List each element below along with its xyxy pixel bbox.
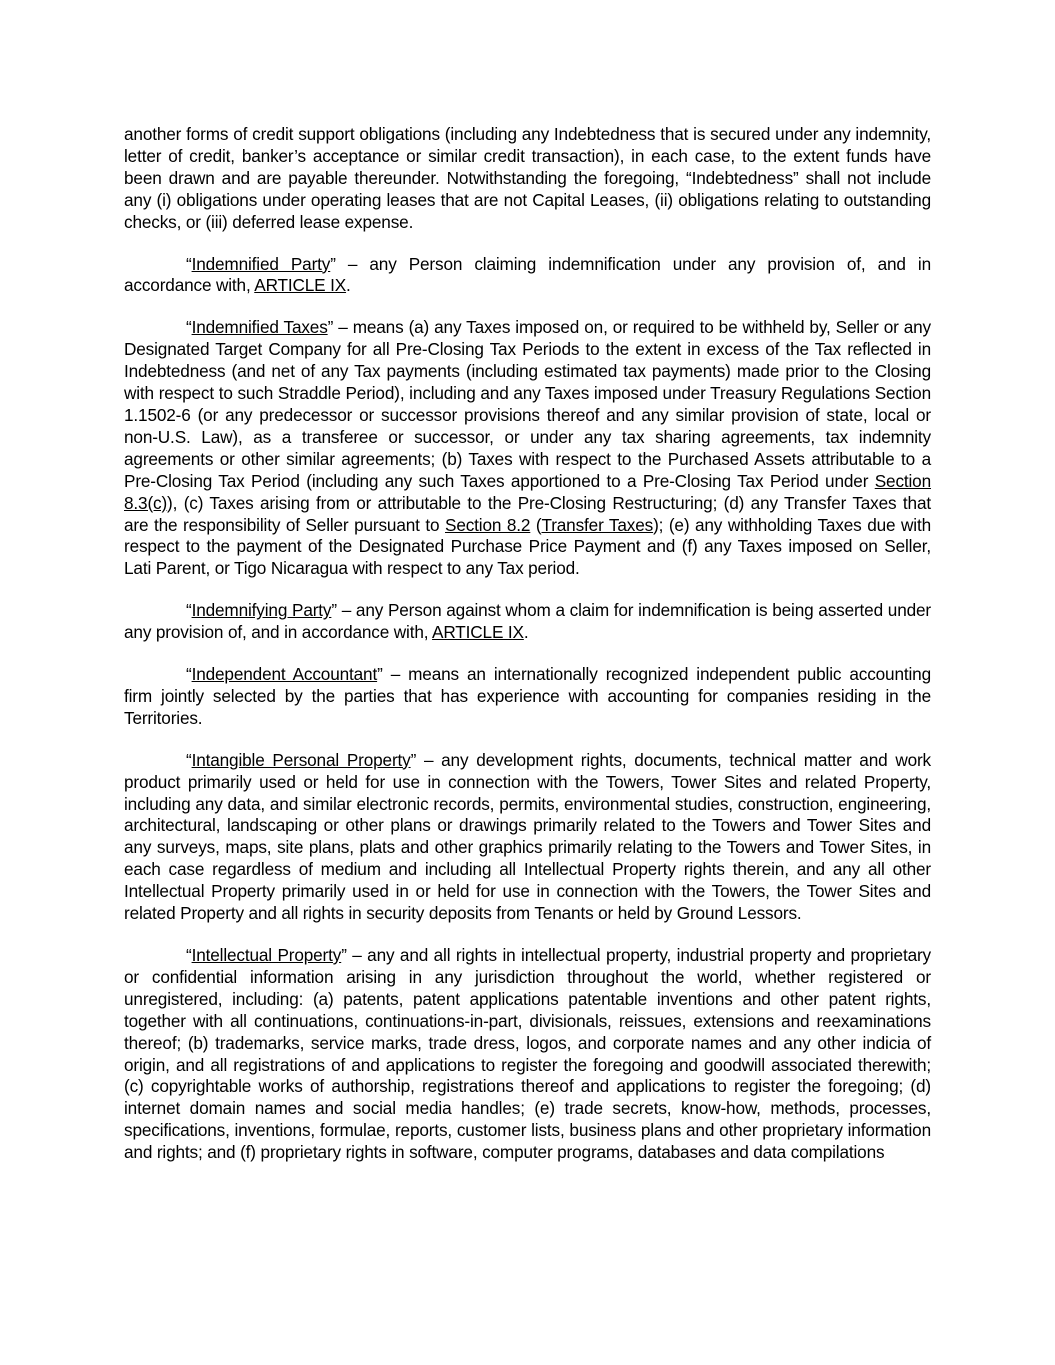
text-segment: ), (c) Taxes arising from or attributable to the Pre-Closing Restructuring; (d) any Transfer Taxes that are the responsibility of Seller pursuant to — [124, 492, 931, 535]
paragraph-indemnifying-party — [124, 600, 931, 644]
text-segment: “ — [186, 664, 192, 685]
text-segment: ” – any Person against whom a claim for indemnification is being asserted under any provision of, and in accordance with, — [124, 600, 931, 643]
text-segment: “ — [186, 253, 192, 274]
paragraph-independent-accountant — [124, 664, 931, 730]
text-segment: “ — [186, 600, 192, 621]
cross-reference-section-8-2[interactable]: Section 8.2 — [445, 514, 531, 535]
cross-reference-article-ix[interactable]: ARTICLE IX — [432, 622, 524, 643]
paragraph-intellectual-property — [124, 945, 931, 1164]
text-segment: ( — [530, 514, 542, 535]
defined-term-intangible-personal-property: Intangible Personal Property — [191, 749, 411, 770]
text-segment: ” – any and all rights in intellectual property, industrial property and proprietary or confidential information arising in any jurisdiction throughout the world, whether registered or unregistered, including: (a) patents, patent applications patentable inventions and other patent rights, together with all continuations, continuations-in-part, divisionals, reissues, extensions and reexaminations thereof; (b) trademarks, service marks, trade dress, logos, and corporate names and any other indicia of origin, and all registrations of and applications to register the foregoing and goodwill associated therewith; (c) copyrightable works of authorship, registrations thereof and applications to register the foregoing; (d) internet domain names and social media handles; (e) trade secrets, know-how, methods, processes, specifications, inventions, formulae, reports, customer lists, business plans and other proprietary information and rights; and (f) proprietary rights in software, computer programs, databases and data compilations — [124, 945, 931, 1163]
cross-reference-transfer-taxes[interactable]: Transfer Taxes — [541, 514, 654, 535]
paragraph-intangible-personal-property — [124, 750, 931, 925]
paragraph-indemnified-taxes — [124, 317, 931, 580]
defined-term-indemnifying-party: Indemnifying Party — [191, 600, 332, 621]
cross-reference-article-ix[interactable]: ARTICLE IX — [254, 275, 347, 296]
paragraph-indebtedness-continued — [124, 124, 931, 234]
defined-term-indemnified-taxes: Indemnified Taxes — [191, 317, 328, 338]
cross-reference-section-8-3-c[interactable]: Section 8.3(c) — [124, 470, 931, 513]
text-segment: “ — [186, 749, 192, 770]
text-segment: ); (e) any withholding Taxes due with respect to the payment of the Designated Purchase Price Payment and (f) any Taxes imposed on Seller, Lati Parent, or Tigo Nicaragua with respect to any Tax period. — [124, 514, 931, 579]
text-segment: “ — [186, 945, 192, 965]
defined-term-independent-accountant: Independent Accountant — [191, 664, 378, 685]
paragraph-indemnified-party — [124, 254, 931, 298]
defined-term-intellectual-property: Intellectual Property — [191, 945, 342, 965]
defined-term-indemnified-party: Indemnified Party — [191, 253, 331, 274]
text-segment: . — [346, 275, 351, 296]
text-segment: ” – any Person claiming indemnification under any provision of, and in accordance with, — [124, 253, 931, 296]
text-segment: another forms of credit support obligations (including any Indebtedness that is secured under any indemnity, letter of credit, banker’s acceptance or similar credit transaction), in each case, to the extent funds have been drawn and are payable thereunder. Notwithstanding the foregoing, “Indebtedness” shall not include any (i) obligations under operating leases that are not Capital Leases, (ii) obligations relating to outstanding checks, or (iii) deferred lease expense. — [124, 124, 931, 232]
text-segment: . — [523, 622, 529, 643]
document-body — [124, 124, 931, 1184]
text-segment: ” – means an internationally recognized independent public accounting firm jointly selected by the parties that has experience with accounting for companies residing in the Territories. — [124, 664, 931, 728]
text-segment: ” – means (a) any Taxes imposed on, or required to be withheld by, Seller or any Designated Target Company for all Pre-Closing Tax Periods to the extent in excess of the Tax reflected in Indebtedness (and net of any Tax payments (including estimated tax payments) made prior to the Closing with respect to such Straddle Period), including and any Taxes imposed under Treasury Regulations Section 1.1502-6 (or any predecessor or successor provisions thereof and any similar provision of state, local or non-U.S. Law), as a transferee or successor, or under any tax sharing agreements, tax indemnity agreements or other similar agreements; (b) Taxes with respect to the Purchased Assets attributable to a Pre-Closing Tax Period (including any such Taxes apportioned to a Pre-Closing Tax Period under — [124, 317, 931, 491]
text-segment: ” – any development rights, documents, technical matter and work product primarily used or held for use in connection with the Towers, Tower Sites and related Property, including any data, and similar electronic records, permits, environmental studies, construction, engineering, architectural, landscaping or other plans or drawings primarily related to the Towers and Tower Sites and any surveys, maps, site plans, plats and other graphics primarily relating to the Towers and Tower Sites, in each case regardless of medium and including all Intellectual Property rights therein, and any all other Intellectual Property primarily used in or held for use in connection with the Towers, the Tower Sites and related Property and all rights in security deposits from Tenants or held by Ground Lessors. — [124, 749, 932, 924]
text-segment: “ — [186, 317, 192, 338]
